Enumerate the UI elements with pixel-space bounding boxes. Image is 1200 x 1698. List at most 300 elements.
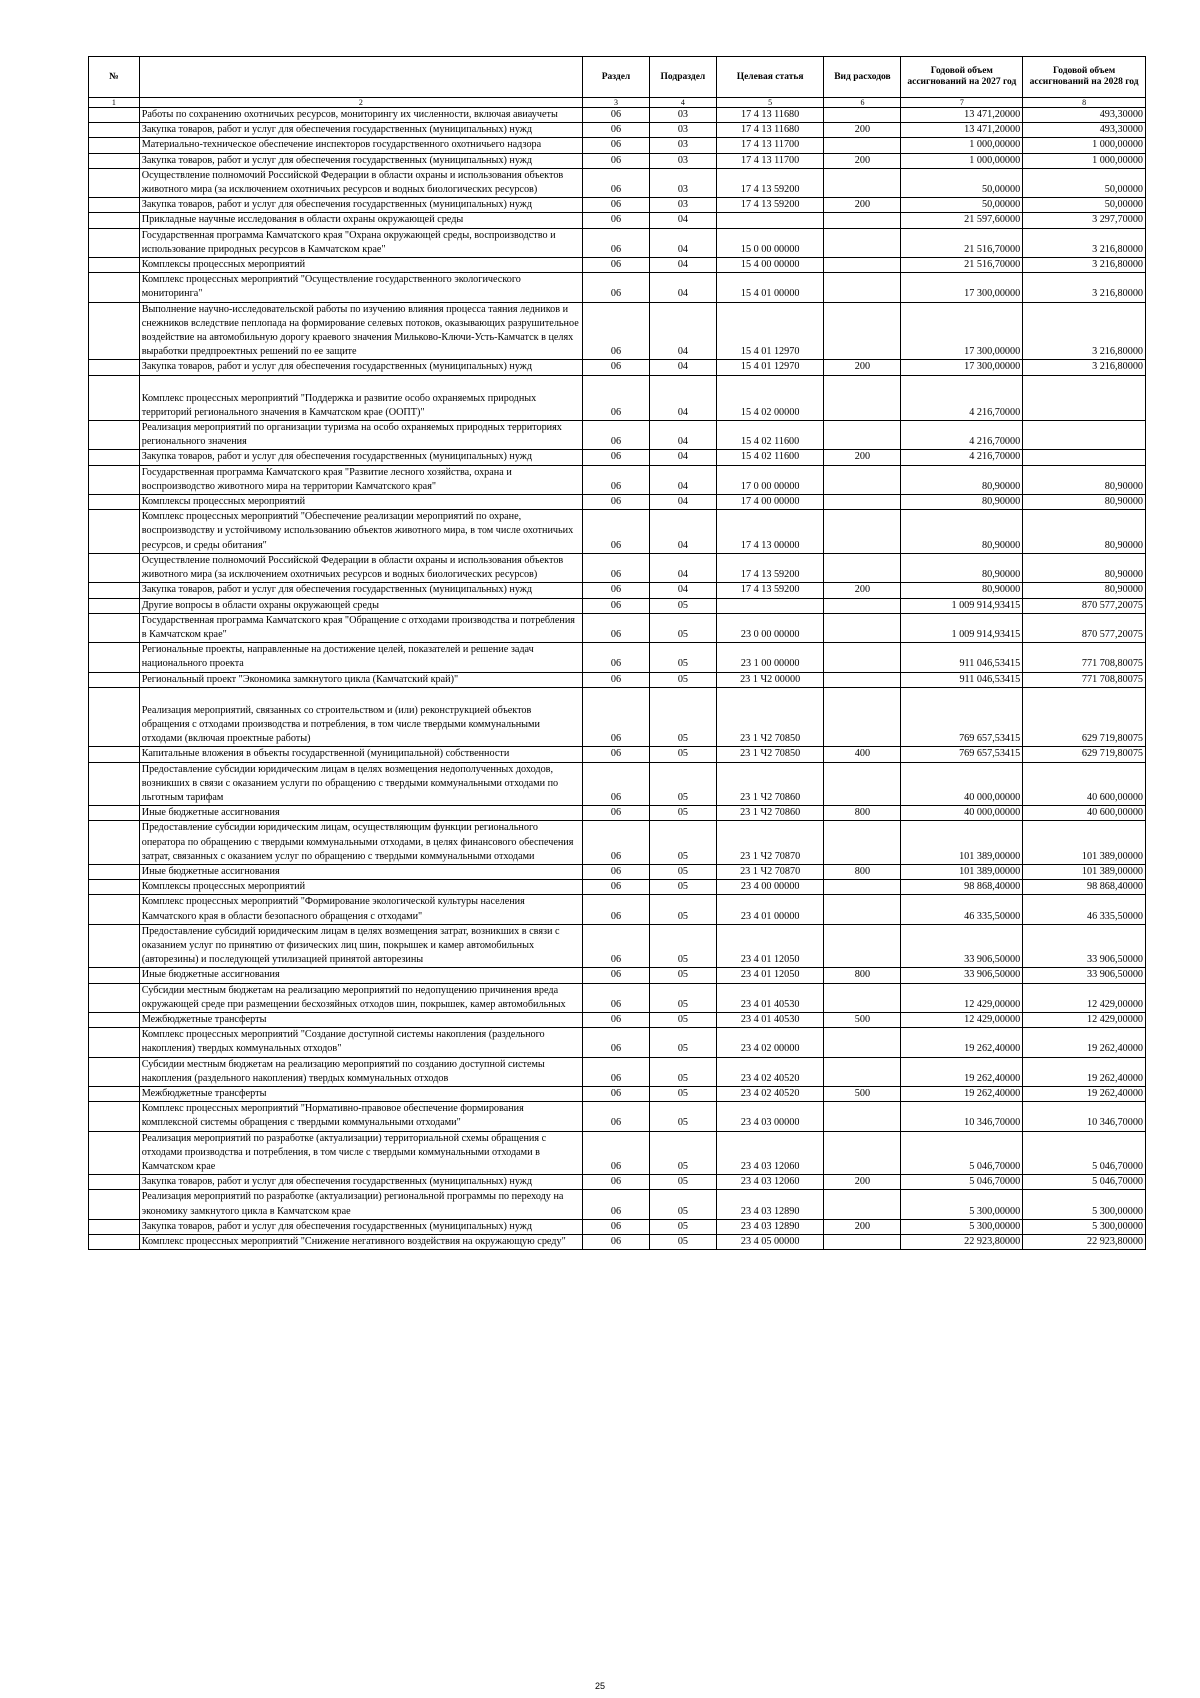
row-amount-2027: 101 389,00000	[901, 821, 1023, 865]
row-amount-2027: 50,00000	[901, 198, 1023, 213]
row-podrazdel: 05	[649, 968, 716, 983]
table-row	[89, 228, 1146, 257]
row-amount-2027: 21 597,60000	[901, 213, 1023, 228]
row-target-article: 17 4 13 11680	[716, 123, 824, 138]
row-razdel: 06	[583, 821, 650, 865]
row-expense-type	[824, 421, 901, 450]
row-target-article: 23 4 01 40530	[716, 983, 824, 1012]
row-expense-type	[824, 213, 901, 228]
row-razdel: 06	[583, 375, 650, 420]
row-target-article: 17 4 13 59200	[716, 583, 824, 598]
row-razdel: 06	[583, 553, 650, 582]
row-name: Реализация мероприятий по разработке (актуализации) региональной программы по переходу на экономику замкнутого цикла в Камчатском крае	[139, 1190, 582, 1219]
row-number-cell	[89, 1057, 140, 1086]
row-amount-2027: 21 516,70000	[901, 258, 1023, 273]
row-amount-2028: 3 216,80000	[1023, 302, 1146, 360]
row-amount-2027: 40 000,00000	[901, 762, 1023, 806]
header-razdel: Раздел	[583, 57, 650, 98]
row-target-article: 15 4 02 00000	[716, 375, 824, 420]
row-target-article: 23 1 Ч2 70850	[716, 747, 824, 762]
row-podrazdel: 04	[649, 228, 716, 257]
row-number-cell	[89, 108, 140, 123]
row-expense-type	[824, 258, 901, 273]
row-number-cell	[89, 1190, 140, 1219]
row-name: Региональный проект "Экономика замкнутого цикла (Камчатский край)"	[139, 672, 582, 687]
row-amount-2027: 5 046,70000	[901, 1175, 1023, 1190]
row-expense-type: 200	[824, 1219, 901, 1234]
column-number-row	[89, 98, 1146, 108]
table-row	[89, 598, 1146, 613]
row-target-article: 23 1 Ч2 70860	[716, 806, 824, 821]
table-row	[89, 138, 1146, 153]
row-target-article	[716, 213, 824, 228]
row-name: Закупка товаров, работ и услуг для обеспечения государственных (муниципальных) нужд	[139, 583, 582, 598]
row-number-cell	[89, 465, 140, 494]
row-razdel: 06	[583, 672, 650, 687]
row-razdel: 06	[583, 123, 650, 138]
row-amount-2028	[1023, 421, 1146, 450]
row-name: Материально-техническое обеспечение инспекторов государственного охотничьего надзора	[139, 138, 582, 153]
table-row	[89, 510, 1146, 554]
row-target-article: 23 4 03 12890	[716, 1190, 824, 1219]
row-target-article: 23 4 00 00000	[716, 880, 824, 895]
row-podrazdel: 05	[649, 643, 716, 672]
row-amount-2027: 40 000,00000	[901, 806, 1023, 821]
row-target-article: 23 4 02 00000	[716, 1028, 824, 1057]
row-razdel: 06	[583, 1190, 650, 1219]
table-row	[89, 687, 1146, 747]
row-expense-type: 500	[824, 1012, 901, 1027]
row-razdel: 06	[583, 762, 650, 806]
row-name: Капитальные вложения в объекты государственной (муниципальной) собственности	[139, 747, 582, 762]
row-name: Субсидии местным бюджетам на реализацию мероприятий по недопущению причинения вреда окружающей среде при размещении бесхозяйных отходов шин, покрышек, камер автомобильных	[139, 983, 582, 1012]
row-amount-2028: 80,90000	[1023, 510, 1146, 554]
row-podrazdel: 05	[649, 880, 716, 895]
table-row	[89, 1057, 1146, 1086]
row-name: Осуществление полномочий Российской Федерации в области охраны и использования объектов животного мира (за исключением охотничьих ресурсов и водных биологических ресурсов)	[139, 168, 582, 197]
row-podrazdel: 05	[649, 1190, 716, 1219]
row-number-cell	[89, 806, 140, 821]
row-target-article: 23 4 02 40520	[716, 1087, 824, 1102]
row-target-article: 23 4 01 40530	[716, 1012, 824, 1027]
row-target-article: 23 4 01 00000	[716, 895, 824, 924]
table-row	[89, 198, 1146, 213]
row-amount-2027: 10 346,70000	[901, 1102, 1023, 1131]
row-razdel: 06	[583, 806, 650, 821]
table-row	[89, 864, 1146, 879]
row-target-article: 15 4 02 11600	[716, 450, 824, 465]
row-podrazdel: 05	[649, 864, 716, 879]
row-razdel: 06	[583, 880, 650, 895]
row-number-cell	[89, 1028, 140, 1057]
row-amount-2028	[1023, 450, 1146, 465]
row-razdel: 06	[583, 613, 650, 642]
row-razdel: 06	[583, 168, 650, 197]
row-amount-2028: 12 429,00000	[1023, 1012, 1146, 1027]
row-expense-type: 400	[824, 747, 901, 762]
row-expense-type	[824, 1190, 901, 1219]
row-amount-2028: 5 300,00000	[1023, 1190, 1146, 1219]
row-razdel: 06	[583, 747, 650, 762]
row-number-cell	[89, 213, 140, 228]
row-amount-2028: 101 389,00000	[1023, 821, 1146, 865]
row-podrazdel: 04	[649, 510, 716, 554]
row-amount-2028: 3 216,80000	[1023, 360, 1146, 375]
row-number-cell	[89, 198, 140, 213]
row-razdel: 06	[583, 138, 650, 153]
row-expense-type	[824, 375, 901, 420]
row-name: Закупка товаров, работ и услуг для обеспечения государственных (муниципальных) нужд	[139, 153, 582, 168]
table-row	[89, 806, 1146, 821]
row-amount-2028: 80,90000	[1023, 495, 1146, 510]
row-target-article: 23 0 00 00000	[716, 613, 824, 642]
row-amount-2027: 1 009 914,93415	[901, 613, 1023, 642]
row-target-article: 15 4 01 00000	[716, 273, 824, 302]
row-name: Закупка товаров, работ и услуг для обеспечения государственных (муниципальных) нужд	[139, 1219, 582, 1234]
table-body	[89, 108, 1146, 1250]
row-number-cell	[89, 1012, 140, 1027]
row-number-cell	[89, 880, 140, 895]
row-expense-type	[824, 465, 901, 494]
row-razdel: 06	[583, 465, 650, 494]
row-podrazdel: 03	[649, 108, 716, 123]
row-amount-2027: 13 471,20000	[901, 108, 1023, 123]
row-name: Комплексы процессных мероприятий	[139, 880, 582, 895]
header-podrazdel: Подраздел	[649, 57, 716, 98]
row-number-cell	[89, 598, 140, 613]
row-amount-2027: 911 046,53415	[901, 672, 1023, 687]
row-amount-2028: 19 262,40000	[1023, 1028, 1146, 1057]
row-razdel: 06	[583, 450, 650, 465]
row-number-cell	[89, 643, 140, 672]
table-row	[89, 747, 1146, 762]
row-target-article: 23 4 03 12060	[716, 1131, 824, 1175]
row-name: Закупка товаров, работ и услуг для обеспечения государственных (муниципальных) нужд	[139, 1175, 582, 1190]
row-target-article	[716, 598, 824, 613]
row-amount-2028: 629 719,80075	[1023, 747, 1146, 762]
row-expense-type	[824, 138, 901, 153]
column-number: 1	[89, 98, 140, 108]
row-expense-type	[824, 598, 901, 613]
table-row	[89, 123, 1146, 138]
row-name: Комплекс процессных мероприятий "Формирование экологической культуры населения Камчатского края в области безопасного обращения с отходами"	[139, 895, 582, 924]
row-podrazdel: 05	[649, 598, 716, 613]
row-number-cell	[89, 510, 140, 554]
row-amount-2028: 50,00000	[1023, 168, 1146, 197]
row-target-article: 17 0 00 00000	[716, 465, 824, 494]
row-number-cell	[89, 1175, 140, 1190]
row-razdel: 06	[583, 598, 650, 613]
row-expense-type	[824, 553, 901, 582]
row-target-article: 15 0 00 00000	[716, 228, 824, 257]
row-amount-2027: 33 906,50000	[901, 924, 1023, 968]
row-target-article: 17 4 13 00000	[716, 510, 824, 554]
row-amount-2027: 33 906,50000	[901, 968, 1023, 983]
row-number-cell	[89, 168, 140, 197]
row-target-article: 17 4 00 00000	[716, 495, 824, 510]
row-number-cell	[89, 821, 140, 865]
row-amount-2027: 12 429,00000	[901, 983, 1023, 1012]
row-name: Комплекс процессных мероприятий "Нормативно-правовое обеспечение формирования комплексной системы обращения с твердыми коммунальными отходами"	[139, 1102, 582, 1131]
row-razdel: 06	[583, 258, 650, 273]
row-razdel: 06	[583, 228, 650, 257]
row-expense-type	[824, 302, 901, 360]
row-target-article: 23 4 01 12050	[716, 968, 824, 983]
row-number-cell	[89, 258, 140, 273]
row-number-cell	[89, 983, 140, 1012]
row-podrazdel: 03	[649, 153, 716, 168]
row-razdel: 06	[583, 924, 650, 968]
table-row	[89, 643, 1146, 672]
table-row	[89, 213, 1146, 228]
row-number-cell	[89, 138, 140, 153]
row-target-article: 23 1 Ч2 70870	[716, 821, 824, 865]
row-amount-2027: 4 216,70000	[901, 450, 1023, 465]
row-amount-2027: 22 923,80000	[901, 1235, 1023, 1250]
row-number-cell	[89, 495, 140, 510]
row-name: Реализация мероприятий по разработке (актуализации) территориальной схемы обращения с отходами производства и потребления, в том числе с твердыми коммунальными отходами в Камчатском крае	[139, 1131, 582, 1175]
row-expense-type	[824, 1235, 901, 1250]
table-row	[89, 1012, 1146, 1027]
row-podrazdel: 05	[649, 1057, 716, 1086]
row-target-article: 23 4 03 00000	[716, 1102, 824, 1131]
table-row	[89, 360, 1146, 375]
row-number-cell	[89, 1131, 140, 1175]
row-amount-2028: 50,00000	[1023, 198, 1146, 213]
row-target-article: 15 4 01 12970	[716, 360, 824, 375]
row-number-cell	[89, 583, 140, 598]
table-row	[89, 1102, 1146, 1131]
row-number-cell	[89, 864, 140, 879]
row-podrazdel: 04	[649, 583, 716, 598]
row-name: Другие вопросы в области охраны окружающей среды	[139, 598, 582, 613]
row-expense-type	[824, 1102, 901, 1131]
row-expense-type	[824, 983, 901, 1012]
table-row	[89, 583, 1146, 598]
row-razdel: 06	[583, 510, 650, 554]
table-row	[89, 1190, 1146, 1219]
row-amount-2027: 80,90000	[901, 495, 1023, 510]
row-amount-2028: 3 216,80000	[1023, 273, 1146, 302]
row-amount-2028: 771 708,80075	[1023, 672, 1146, 687]
row-expense-type	[824, 762, 901, 806]
header-2028: Годовой объем ассигнований на 2028 год	[1023, 57, 1146, 98]
row-number-cell	[89, 968, 140, 983]
row-razdel: 06	[583, 1087, 650, 1102]
row-amount-2028: 40 600,00000	[1023, 806, 1146, 821]
row-target-article: 23 4 05 00000	[716, 1235, 824, 1250]
row-razdel: 06	[583, 153, 650, 168]
row-name: Осуществление полномочий Российской Федерации в области охраны и использования объектов животного мира (за исключением охотничьих ресурсов и водных биологических ресурсов)	[139, 553, 582, 582]
row-podrazdel: 05	[649, 895, 716, 924]
row-razdel: 06	[583, 421, 650, 450]
table-row	[89, 924, 1146, 968]
row-name: Комплексы процессных мероприятий	[139, 495, 582, 510]
row-razdel: 06	[583, 1235, 650, 1250]
table-row	[89, 258, 1146, 273]
header-statya: Целевая статья	[716, 57, 824, 98]
row-amount-2028: 40 600,00000	[1023, 762, 1146, 806]
row-expense-type	[824, 510, 901, 554]
row-razdel: 06	[583, 495, 650, 510]
column-number: 3	[583, 98, 650, 108]
row-expense-type	[824, 1057, 901, 1086]
row-target-article: 23 1 Ч2 70850	[716, 687, 824, 747]
row-amount-2028: 3 297,70000	[1023, 213, 1146, 228]
row-expense-type: 200	[824, 360, 901, 375]
row-podrazdel: 03	[649, 198, 716, 213]
row-target-article: 17 4 13 59200	[716, 198, 824, 213]
row-expense-type: 800	[824, 968, 901, 983]
row-name: Предоставление субсидии юридическим лицам в целях возмещения недополученных доходов, возникших в связи с оказанием услуги по обращению с твердыми коммунальными отходами по льготным тарифам	[139, 762, 582, 806]
row-amount-2027: 17 300,00000	[901, 302, 1023, 360]
row-expense-type	[824, 895, 901, 924]
row-amount-2027: 19 262,40000	[901, 1028, 1023, 1057]
row-razdel: 06	[583, 687, 650, 747]
row-target-article: 17 4 13 59200	[716, 168, 824, 197]
table-row	[89, 821, 1146, 865]
row-name: Иные бюджетные ассигнования	[139, 968, 582, 983]
row-amount-2028: 19 262,40000	[1023, 1087, 1146, 1102]
page-number: 25	[594, 1681, 605, 1691]
table-row	[89, 302, 1146, 360]
row-amount-2028: 493,30000	[1023, 123, 1146, 138]
row-podrazdel: 03	[649, 123, 716, 138]
row-amount-2027: 1 000,00000	[901, 138, 1023, 153]
table-row	[89, 553, 1146, 582]
row-amount-2028: 5 046,70000	[1023, 1131, 1146, 1175]
row-amount-2028: 80,90000	[1023, 583, 1146, 598]
row-name: Региональные проекты, направленные на достижение целей, показателей и решение задач национального проекта	[139, 643, 582, 672]
row-podrazdel: 05	[649, 806, 716, 821]
row-expense-type	[824, 880, 901, 895]
row-amount-2028	[1023, 375, 1146, 420]
row-expense-type: 200	[824, 583, 901, 598]
header-vid: Вид расходов	[824, 57, 901, 98]
table-row	[89, 1028, 1146, 1057]
row-podrazdel: 04	[649, 302, 716, 360]
row-amount-2027: 5 046,70000	[901, 1131, 1023, 1175]
row-number-cell	[89, 360, 140, 375]
row-podrazdel: 03	[649, 168, 716, 197]
row-amount-2028: 870 577,20075	[1023, 598, 1146, 613]
row-name: Комплекс процессных мероприятий "Осуществление государственного экологического мониторинга"	[139, 273, 582, 302]
row-amount-2027: 80,90000	[901, 583, 1023, 598]
table-row	[89, 1235, 1146, 1250]
row-amount-2027: 1 009 914,93415	[901, 598, 1023, 613]
row-podrazdel: 05	[649, 1087, 716, 1102]
row-amount-2028: 5 046,70000	[1023, 1175, 1146, 1190]
row-target-article: 23 1 Ч2 70870	[716, 864, 824, 879]
row-number-cell	[89, 1219, 140, 1234]
row-target-article: 17 4 13 59200	[716, 553, 824, 582]
table-row	[89, 968, 1146, 983]
row-amount-2027: 4 216,70000	[901, 421, 1023, 450]
row-expense-type	[824, 821, 901, 865]
row-name: Закупка товаров, работ и услуг для обеспечения государственных (муниципальных) нужд	[139, 360, 582, 375]
row-razdel: 06	[583, 302, 650, 360]
row-target-article: 23 1 Ч2 00000	[716, 672, 824, 687]
row-razdel: 06	[583, 1057, 650, 1086]
row-expense-type	[824, 273, 901, 302]
row-amount-2027: 80,90000	[901, 510, 1023, 554]
row-expense-type	[824, 687, 901, 747]
table-row	[89, 1131, 1146, 1175]
row-amount-2027: 911 046,53415	[901, 643, 1023, 672]
row-amount-2028: 22 923,80000	[1023, 1235, 1146, 1250]
row-expense-type	[824, 168, 901, 197]
row-razdel: 06	[583, 583, 650, 598]
row-number-cell	[89, 687, 140, 747]
row-amount-2028: 80,90000	[1023, 553, 1146, 582]
row-podrazdel: 04	[649, 465, 716, 494]
row-expense-type: 200	[824, 198, 901, 213]
row-razdel: 06	[583, 643, 650, 672]
row-expense-type: 200	[824, 1175, 901, 1190]
row-podrazdel: 04	[649, 258, 716, 273]
row-expense-type	[824, 643, 901, 672]
table-row	[89, 495, 1146, 510]
row-amount-2028: 46 335,50000	[1023, 895, 1146, 924]
table-row	[89, 1219, 1146, 1234]
row-amount-2027: 17 300,00000	[901, 360, 1023, 375]
row-number-cell	[89, 375, 140, 420]
row-razdel: 06	[583, 1175, 650, 1190]
row-target-article: 17 4 13 11680	[716, 108, 824, 123]
row-name: Комплекс процессных мероприятий "Снижение негативного воздействия на окружающую среду"	[139, 1235, 582, 1250]
row-number-cell	[89, 747, 140, 762]
row-name: Закупка товаров, работ и услуг для обеспечения государственных (муниципальных) нужд	[139, 123, 582, 138]
row-name: Иные бюджетные ассигнования	[139, 864, 582, 879]
row-name: Реализация мероприятий, связанных со строительством и (или) реконструкцией объектов обращения с отходами производства и потребления, в том числе твердыми коммунальными отходами (включая проектные работы)	[139, 687, 582, 747]
row-podrazdel: 05	[649, 821, 716, 865]
column-number: 8	[1023, 98, 1146, 108]
row-podrazdel: 05	[649, 1131, 716, 1175]
row-expense-type: 200	[824, 153, 901, 168]
row-razdel: 06	[583, 1131, 650, 1175]
table-row	[89, 421, 1146, 450]
row-razdel: 06	[583, 968, 650, 983]
row-expense-type: 200	[824, 450, 901, 465]
row-name: Закупка товаров, работ и услуг для обеспечения государственных (муниципальных) нужд	[139, 450, 582, 465]
row-amount-2027: 46 335,50000	[901, 895, 1023, 924]
row-podrazdel: 04	[649, 553, 716, 582]
row-podrazdel: 05	[649, 1028, 716, 1057]
row-amount-2027: 21 516,70000	[901, 228, 1023, 257]
row-amount-2028: 10 346,70000	[1023, 1102, 1146, 1131]
row-number-cell	[89, 1102, 140, 1131]
row-expense-type	[824, 108, 901, 123]
row-podrazdel: 04	[649, 421, 716, 450]
row-podrazdel: 04	[649, 213, 716, 228]
row-number-cell	[89, 123, 140, 138]
row-amount-2027: 19 262,40000	[901, 1087, 1023, 1102]
row-name: Межбюджетные трансферты	[139, 1012, 582, 1027]
row-expense-type	[824, 924, 901, 968]
table-row	[89, 450, 1146, 465]
row-target-article: 15 4 00 00000	[716, 258, 824, 273]
row-podrazdel: 05	[649, 1102, 716, 1131]
row-amount-2028: 3 216,80000	[1023, 258, 1146, 273]
row-name: Работы по сохранению охотничьих ресурсов, мониторингу их численности, включая авиаучеты	[139, 108, 582, 123]
row-amount-2027: 50,00000	[901, 168, 1023, 197]
row-name: Государственная программа Камчатского края "Развитие лесного хозяйства, охрана и воспроизводство животного мира на территории Камчатского края"	[139, 465, 582, 494]
row-amount-2028: 80,90000	[1023, 465, 1146, 494]
row-razdel: 06	[583, 895, 650, 924]
row-name: Комплекс процессных мероприятий "Создание доступной системы накопления (раздельного накопления) твердых коммунальных отходов"	[139, 1028, 582, 1057]
row-expense-type	[824, 1028, 901, 1057]
row-name: Прикладные научные исследования в области охраны окружающей среды	[139, 213, 582, 228]
